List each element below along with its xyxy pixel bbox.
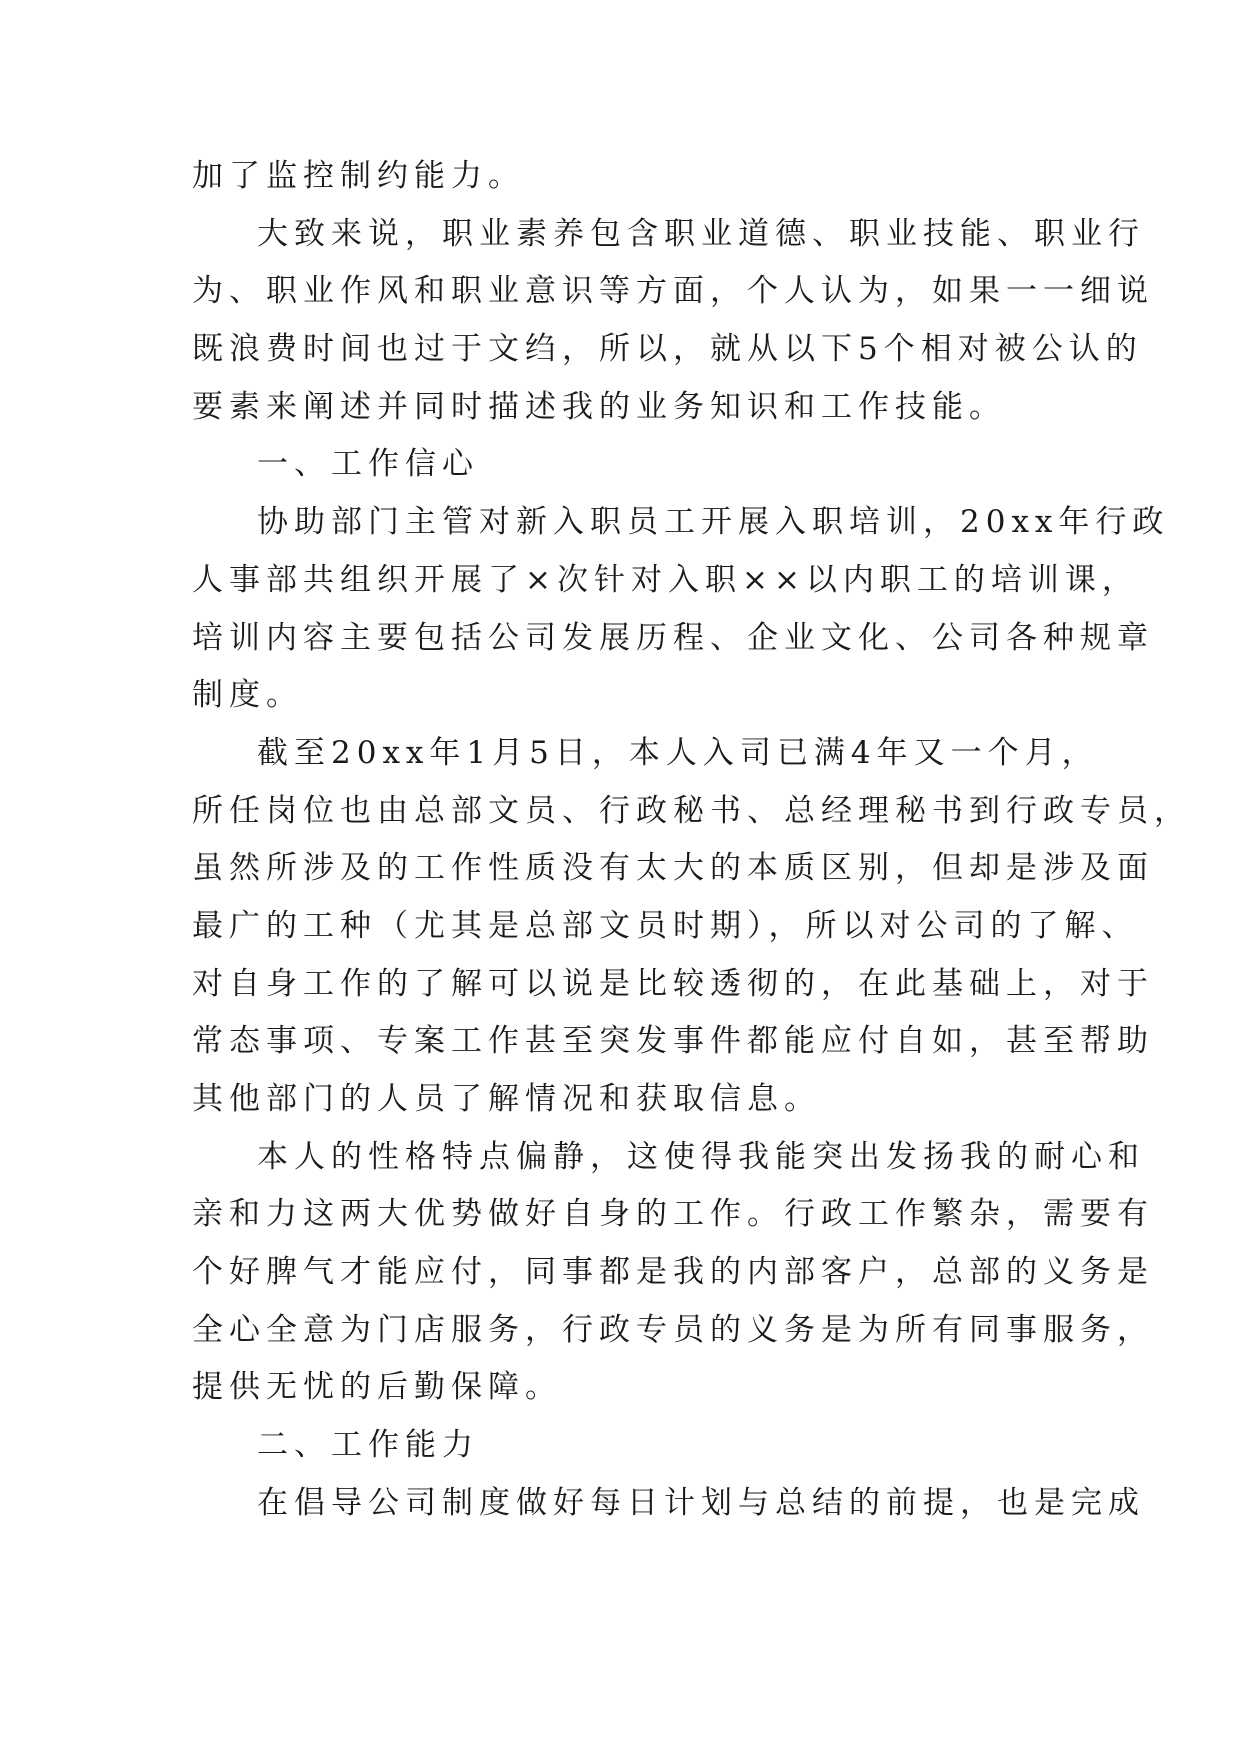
- paragraph-line: 其他部门的人员了解情况和获取信息。: [192, 1081, 821, 1117]
- paragraph-line: 本人的性格特点偏静，这使得我能突出发扬我的耐心和: [257, 1138, 1145, 1175]
- paragraph-line: 大致来说，职业素养包含职业道德、职业技能、职业行: [257, 215, 1145, 252]
- paragraph-line: 亲和力这两大优势做好自身的工作。行政工作繁杂，需要有: [192, 1196, 1154, 1233]
- paragraph-line: 全心全意为门店服务，行政专员的义务是为所有同事服务，: [192, 1311, 1154, 1348]
- paragraph-line: 既浪费时间也过于文绉，所以，就从以下5个相对被公认的: [192, 331, 1143, 368]
- paragraph-line: 要素来阐述并同时描述我的业务知识和工作技能。: [192, 388, 1006, 425]
- paragraph-line: 常态事项、专案工作甚至突发事件都能应付自如，甚至帮助: [192, 1023, 1154, 1060]
- section-heading: 一、工作信心: [257, 446, 479, 483]
- paragraph-line: 最广的工种（尤其是总部文员时期），所以对公司的了解、: [192, 907, 1139, 944]
- paragraph-line: 虽然所涉及的工作性质没有太大的本质区别，但却是涉及面: [192, 850, 1154, 887]
- paragraph-line: 人事部共组织开展了×次针对入职××以内职工的培训课，: [192, 561, 1139, 598]
- paragraph-line: 制度。: [192, 677, 303, 714]
- document-body: [192, 156, 1191, 1541]
- paragraph-line: 加了监控制约能力。: [192, 158, 525, 194]
- section-heading: 二、工作能力: [257, 1427, 479, 1464]
- paragraph-line: 所任岗位也由总部文员、行政秘书、总经理秘书到行政专员，: [192, 792, 1191, 829]
- paragraph-line: 对自身工作的了解可以说是比较透彻的，在此基础上，对于: [192, 965, 1154, 1002]
- paragraph-line: 为、职业作风和职业意识等方面，个人认为，如果一一细说: [192, 273, 1154, 310]
- paragraph-line: 协助部门主管对新入职员工开展入职培训，20xx年行政: [257, 504, 1170, 541]
- paragraph-line: 截至20xx年1月5日，本人入司已满4年又一个月，: [257, 734, 1099, 771]
- paragraph-line: 培训内容主要包括公司发展历程、企业文化、公司各种规章: [192, 619, 1154, 656]
- paragraph-line: 个好脾气才能应付，同事都是我的内部客户，总部的义务是: [192, 1254, 1154, 1291]
- paragraph-line: 提供无忧的后勤保障。: [192, 1369, 562, 1406]
- paragraph-line: 在倡导公司制度做好每日计划与总结的前提，也是完成: [257, 1484, 1145, 1521]
